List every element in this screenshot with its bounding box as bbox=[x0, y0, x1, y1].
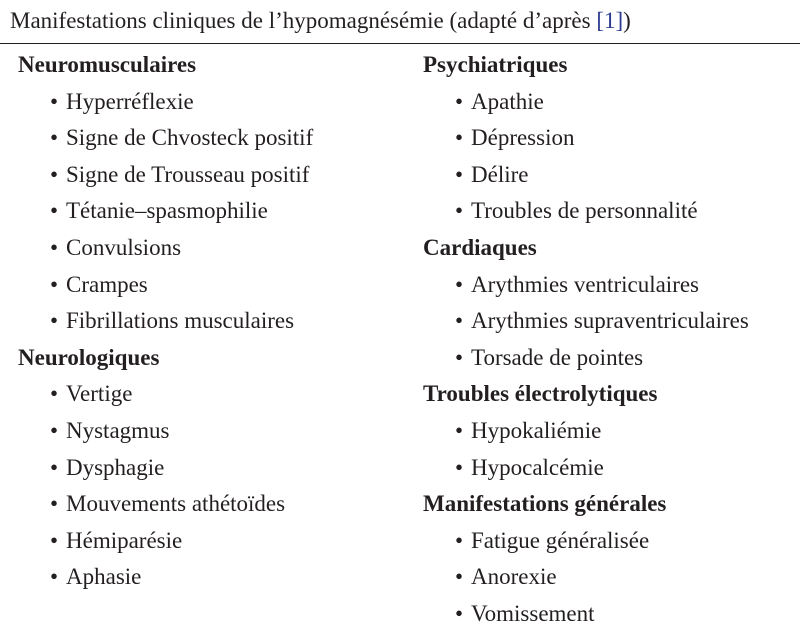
list-item bbox=[423, 559, 749, 596]
bullet-icon: • bbox=[50, 234, 59, 260]
bullet-icon: • bbox=[455, 344, 464, 370]
bullet-icon: • bbox=[455, 271, 464, 297]
bullet-icon: • bbox=[50, 381, 59, 407]
bullet-icon: • bbox=[455, 88, 464, 114]
group-title: Manifestations générales bbox=[423, 491, 667, 517]
list-item bbox=[18, 376, 313, 413]
item-label: Arythmies supraventriculaires bbox=[471, 308, 749, 334]
group-psychiatriques bbox=[423, 47, 749, 230]
item-label: Fibrillations musculaires bbox=[66, 308, 295, 334]
list-item bbox=[18, 303, 313, 340]
caption-text: Manifestations cliniques de l’hypomagnésémie (adapté d’après bbox=[10, 8, 597, 33]
list-item bbox=[18, 230, 313, 267]
bullet-icon: • bbox=[455, 564, 464, 590]
bullet-icon: • bbox=[50, 454, 59, 480]
item-label: Nystagmus bbox=[66, 417, 170, 443]
item-label: Dysphagie bbox=[66, 454, 165, 480]
group-troubles-electrolytiques bbox=[423, 376, 749, 486]
group-neurologiques bbox=[18, 340, 313, 596]
item-label: Hypocalcémie bbox=[471, 454, 604, 480]
bullet-icon: • bbox=[50, 88, 59, 114]
item-label: Arythmies ventriculaires bbox=[471, 271, 700, 297]
list-item bbox=[18, 523, 313, 560]
item-label: Crampes bbox=[66, 271, 148, 297]
list-item bbox=[18, 193, 313, 230]
item-label: Vomissement bbox=[471, 600, 595, 626]
item-label: Hémiparésie bbox=[66, 527, 183, 553]
item-label: Hyperréflexie bbox=[66, 88, 194, 114]
list-item bbox=[18, 84, 313, 121]
group-title: Psychiatriques bbox=[423, 52, 568, 77]
group-cardiaques bbox=[423, 230, 749, 376]
bullet-icon: • bbox=[455, 198, 464, 224]
bullet-icon: • bbox=[50, 527, 59, 553]
bullet-icon: • bbox=[455, 125, 464, 151]
bullet-icon: • bbox=[455, 527, 464, 553]
item-label: Aphasie bbox=[66, 564, 142, 590]
group-neuromusculaires bbox=[18, 47, 313, 340]
bullet-icon: • bbox=[50, 417, 59, 443]
list-item bbox=[18, 559, 313, 596]
item-label: Torsade de pointes bbox=[471, 344, 644, 370]
list-item bbox=[423, 84, 749, 121]
item-label: Mouvements athétoïdes bbox=[66, 491, 286, 517]
bullet-icon: • bbox=[50, 161, 59, 187]
left-column bbox=[18, 47, 313, 596]
group-title: Cardiaques bbox=[423, 234, 537, 260]
bullet-icon: • bbox=[50, 564, 59, 590]
list-item bbox=[423, 450, 749, 487]
bullet-icon: • bbox=[50, 125, 59, 151]
bullet-icon: • bbox=[50, 271, 59, 297]
list-item bbox=[423, 120, 749, 157]
item-label: Signe de Trousseau positif bbox=[66, 161, 310, 187]
list-item bbox=[18, 120, 313, 157]
reference-link[interactable]: [1] bbox=[596, 8, 624, 33]
item-label: Convulsions bbox=[66, 234, 182, 260]
bullet-icon: • bbox=[455, 161, 464, 187]
right-column bbox=[423, 47, 749, 633]
item-label: Hypokaliémie bbox=[471, 417, 602, 443]
list-item bbox=[423, 267, 749, 304]
item-label: Apathie bbox=[471, 88, 544, 114]
group-manifestations-generales bbox=[423, 486, 749, 632]
table-top-rule bbox=[0, 43, 800, 44]
group-title: Neurologiques bbox=[18, 344, 160, 370]
caption-close: ) bbox=[623, 8, 631, 33]
item-label: Fatigue généralisée bbox=[471, 527, 650, 553]
list-item bbox=[18, 157, 313, 194]
group-title: Neuromusculaires bbox=[18, 52, 197, 77]
list-item bbox=[18, 267, 313, 304]
item-label: Troubles de personnalité bbox=[471, 198, 698, 224]
bullet-icon: • bbox=[50, 491, 59, 517]
list-item bbox=[18, 450, 313, 487]
item-label: Tétanie–spasmophilie bbox=[66, 198, 268, 224]
list-item bbox=[423, 303, 749, 340]
list-item bbox=[423, 157, 749, 194]
item-label: Signe de Chvosteck positif bbox=[66, 125, 314, 151]
list-item bbox=[18, 413, 313, 450]
bullet-icon: • bbox=[50, 198, 59, 224]
list-item bbox=[423, 413, 749, 450]
list-item bbox=[423, 596, 749, 633]
list-item bbox=[18, 486, 313, 523]
list-item bbox=[423, 193, 749, 230]
bullet-icon: • bbox=[50, 308, 59, 334]
group-title: Troubles électrolytiques bbox=[423, 381, 658, 407]
item-label: Dépression bbox=[471, 125, 575, 151]
bullet-icon: • bbox=[455, 308, 464, 334]
item-label: Délire bbox=[471, 161, 529, 187]
table-caption bbox=[10, 6, 631, 36]
item-label: Vertige bbox=[66, 381, 133, 407]
list-item bbox=[423, 523, 749, 560]
item-label: Anorexie bbox=[471, 564, 557, 590]
bullet-icon: • bbox=[455, 417, 464, 443]
bullet-icon: • bbox=[455, 600, 464, 626]
list-item bbox=[423, 340, 749, 377]
bullet-icon: • bbox=[455, 454, 464, 480]
